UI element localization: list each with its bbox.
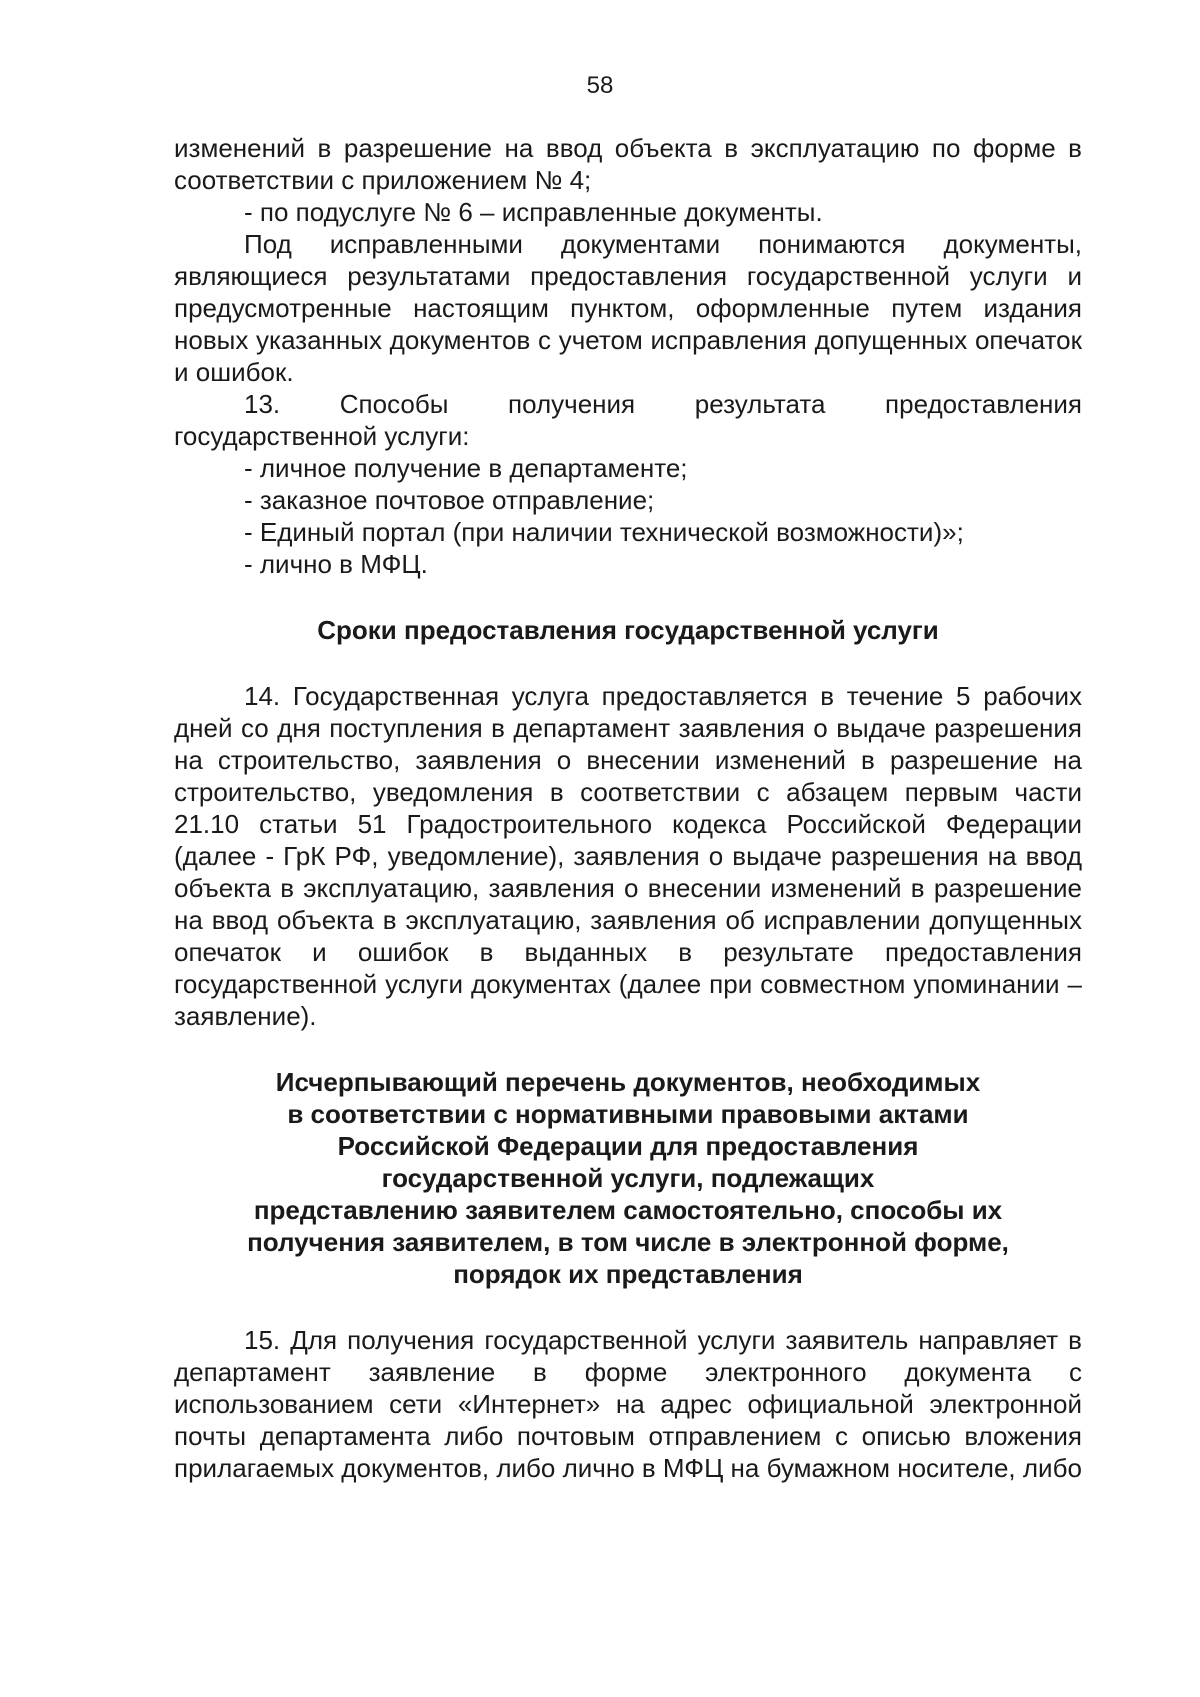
- heading-line: в соответствии с нормативными правовыми актами: [287, 1099, 969, 1129]
- heading-line: государственной услуги, подлежащих: [381, 1163, 875, 1193]
- paragraph-corrected-documents: Под исправленными документами понимаются документы, являющиеся результатами предоставления государственной услуги и предусмотренные настоящим пунктом, оформленные путем издания новых указанных документов с учетом исправления допущенных опечаток и ошибок.: [174, 229, 1082, 387]
- paragraph-13-methods: 13. Способы получения результата предоставления государственной услуги:: [174, 389, 1082, 451]
- paragraph-15-submission: 15. Для получения государственной услуги заявитель направляет в департамент заявление в форме электронного документа с использованием сети «Интернет» на адрес официальной электронной почты департамента либо почтовым отправлением с описью вложения прилагаемых документов, либо лично в МФЦ на бумажном носителе, либо: [174, 1325, 1082, 1483]
- heading-line: получения заявителем, в том числе в электронной форме,: [247, 1227, 1009, 1257]
- document-body: [174, 132, 1082, 1484]
- page-number: 58: [586, 72, 614, 99]
- list-item-unified-portal: - Единый портал (при наличии технической возможности)»;: [244, 517, 964, 547]
- section-heading-terms: Сроки предоставления государственной услуги: [317, 615, 939, 645]
- list-item-personal-receipt: - личное получение в департаменте;: [244, 453, 688, 483]
- heading-line: Российской Федерации для предоставления: [337, 1131, 919, 1161]
- heading-line: порядок их представления: [453, 1259, 803, 1289]
- heading-line: Исчерпывающий перечень документов, необходимых: [275, 1067, 981, 1097]
- paragraph-continuation: изменений в разрешение на ввод объекта в эксплуатацию по форме в соответствии с приложением № 4;: [174, 133, 1082, 195]
- heading-line: представлению заявителем самостоятельно, способы их: [253, 1195, 1003, 1225]
- paragraph-subservice-6: - по подуслуге № 6 – исправленные документы.: [244, 197, 823, 227]
- paragraph-14-terms: 14. Государственная услуга предоставляется в течение 5 рабочих дней со дня поступления в департамент заявления о выдаче разрешения на строительство, заявления о внесении изменений в разрешение на строительство, уведомления в соответствии с абзацем первым части 21.10 статьи 51 Градостроительного кодекса Российской Федерации (далее - ГрК РФ, уведомление), заявления о выдаче разрешения на ввод объекта в эксплуатацию, заявления о внесении изменений в разрешение на ввод объекта в эксплуатацию, заявления об исправлении допущенных опечаток и ошибок в выданных в результате предоставления государственной услуги документах (далее при совместном упоминании – заявление).: [174, 681, 1082, 1031]
- list-item-registered-mail: - заказное почтовое отправление;: [244, 485, 655, 515]
- section-heading-documents: [174, 1066, 1082, 1290]
- list-item-mfc: - лично в МФЦ.: [244, 549, 428, 579]
